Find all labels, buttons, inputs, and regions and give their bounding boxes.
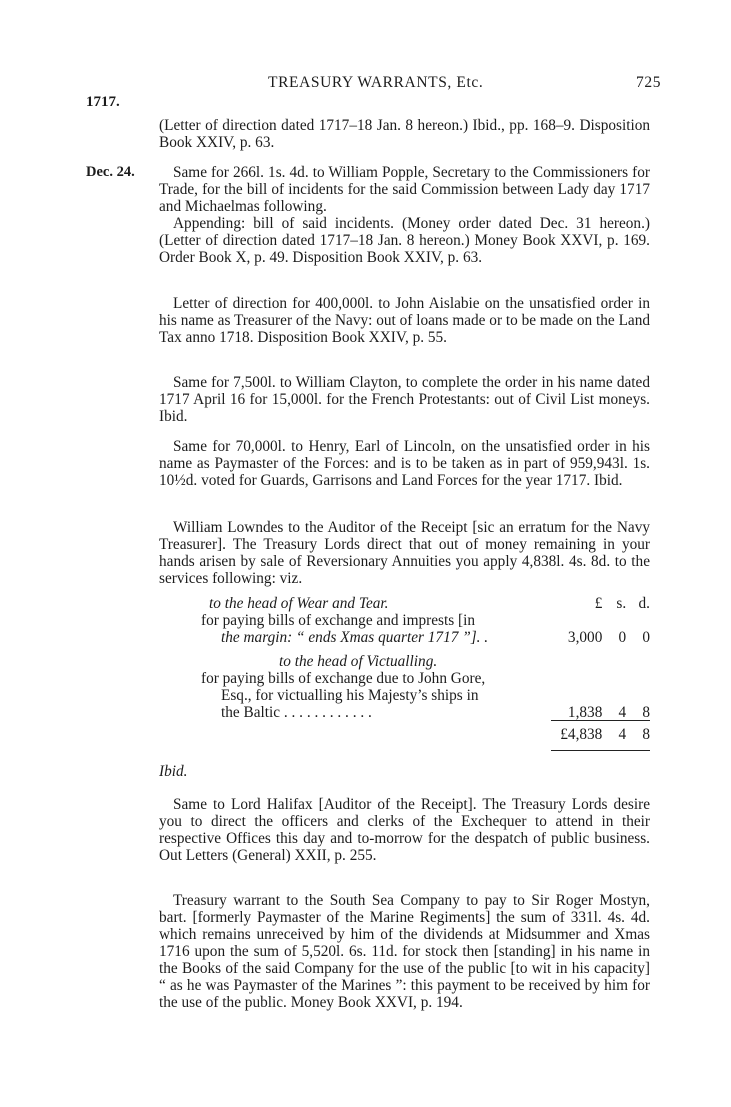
para-mostyn: Treasury warrant to the South Sea Company to pay to Sir Roger Mostyn, bart. [formerly Paymaster of the Marine Regiments] the sum of 331l. 4s. 4d. which remains unreceived by him of the dividends at Midsummer and Xmas 1716 upon the sum of 5,520l. 6s. 11d. for stock then [standing] in his name in the Books of the said Company for the use of the public [to wit in his capacity] “ as he was Paymaster of the Marines ”: this payment to be received by him for the use of the public. Money Book XXVI, p. 194. — [159, 892, 650, 1011]
table-header-row: to the head of Victualling. — [279, 653, 438, 670]
para-lowndes: William Lowndes to the Auditor of the Receipt [sic an erratum for the Navy Treasurer]. The Treasury Lords direct that out of money remaining in your hands arisen by sale of Reversionary Annuities you apply 4,838l. 4s. 8d. to the services following: viz. — [159, 519, 650, 587]
table-row: Esq., for victualling his Majesty’s ships in — [221, 687, 479, 704]
para-letter-direction: (Letter of direction dated 1717–18 Jan. 8 hereon.) Ibid., pp. 168–9. Disposition Book XXIV, p. 63. — [159, 117, 650, 151]
rule-bottom — [551, 750, 650, 751]
table-row: for paying bills of exchange due to John Gore, — [201, 670, 486, 687]
para-aislabie: Letter of direction for 400,000l. to John Aislabie on the unsatisfied order in his name as Treasurer of the Navy: out of loans made or to be made on the Land Tax anno 1718. Disposition Book XXIV, p. 55. — [159, 295, 650, 346]
para-popple: Same for 266l. 1s. 4d. to William Popple, Secretary to the Commissioners for Trade, for the bill of incidents for the said Commission between Lady day 1717 and Michaelmas following. Appending: bill of said incidents. (Money order dated Dec. 31 hereon.) (Letter of direction dated 1717–18 Jan. 8 hereon.) Money Book XXVI, p. 169. Order Book X, p. 49. Disposition Book XXIV, p. 63. — [159, 164, 650, 266]
margin-year: 1717. — [86, 94, 120, 110]
table-row: the Baltic . . . . . . . . . . . . 1,838 4 8 — [221, 704, 650, 721]
para-lincoln: Same for 70,000l. to Henry, Earl of Lincoln, on the unsatisfied order in his name as Paymaster of the Forces: and is to be taken as in part of 959,943l. 1s. 10½d. voted for Guards, Garrisons and Land Forces for the year 1717. Ibid. — [159, 438, 650, 489]
para-clayton: Same for 7,500l. to William Clayton, to complete the order in his name dated 1717 April 16 for 15,000l. for the French Protestants: out of Civil List moneys. Ibid. — [159, 374, 650, 425]
total-row: £4,838 4 8 — [560, 726, 650, 743]
running-title: TREASURY WARRANTS, Etc. — [268, 74, 484, 91]
table-header-row: to the head of Wear and Tear. £ s. d. — [209, 595, 650, 612]
margin-date: Dec. 24. — [86, 164, 135, 180]
ibid-note: Ibid. — [159, 763, 188, 780]
table-row: for paying bills of exchange and imprests [in — [201, 612, 475, 629]
table-row: the margin: “ ends Xmas quarter 1717 ”]. . 3,000 0 0 — [221, 629, 650, 646]
para-halifax: Same to Lord Halifax [Auditor of the Receipt]. The Treasury Lords desire you to direct the officers and clerks of the Exchequer to attend in their respective Offices this day and to-morrow for the despatch of public business. Out Letters (General) XXII, p. 255. — [159, 796, 650, 864]
rule-top — [551, 720, 650, 721]
page-number: 725 — [636, 74, 662, 91]
services-table — [159, 595, 650, 721]
